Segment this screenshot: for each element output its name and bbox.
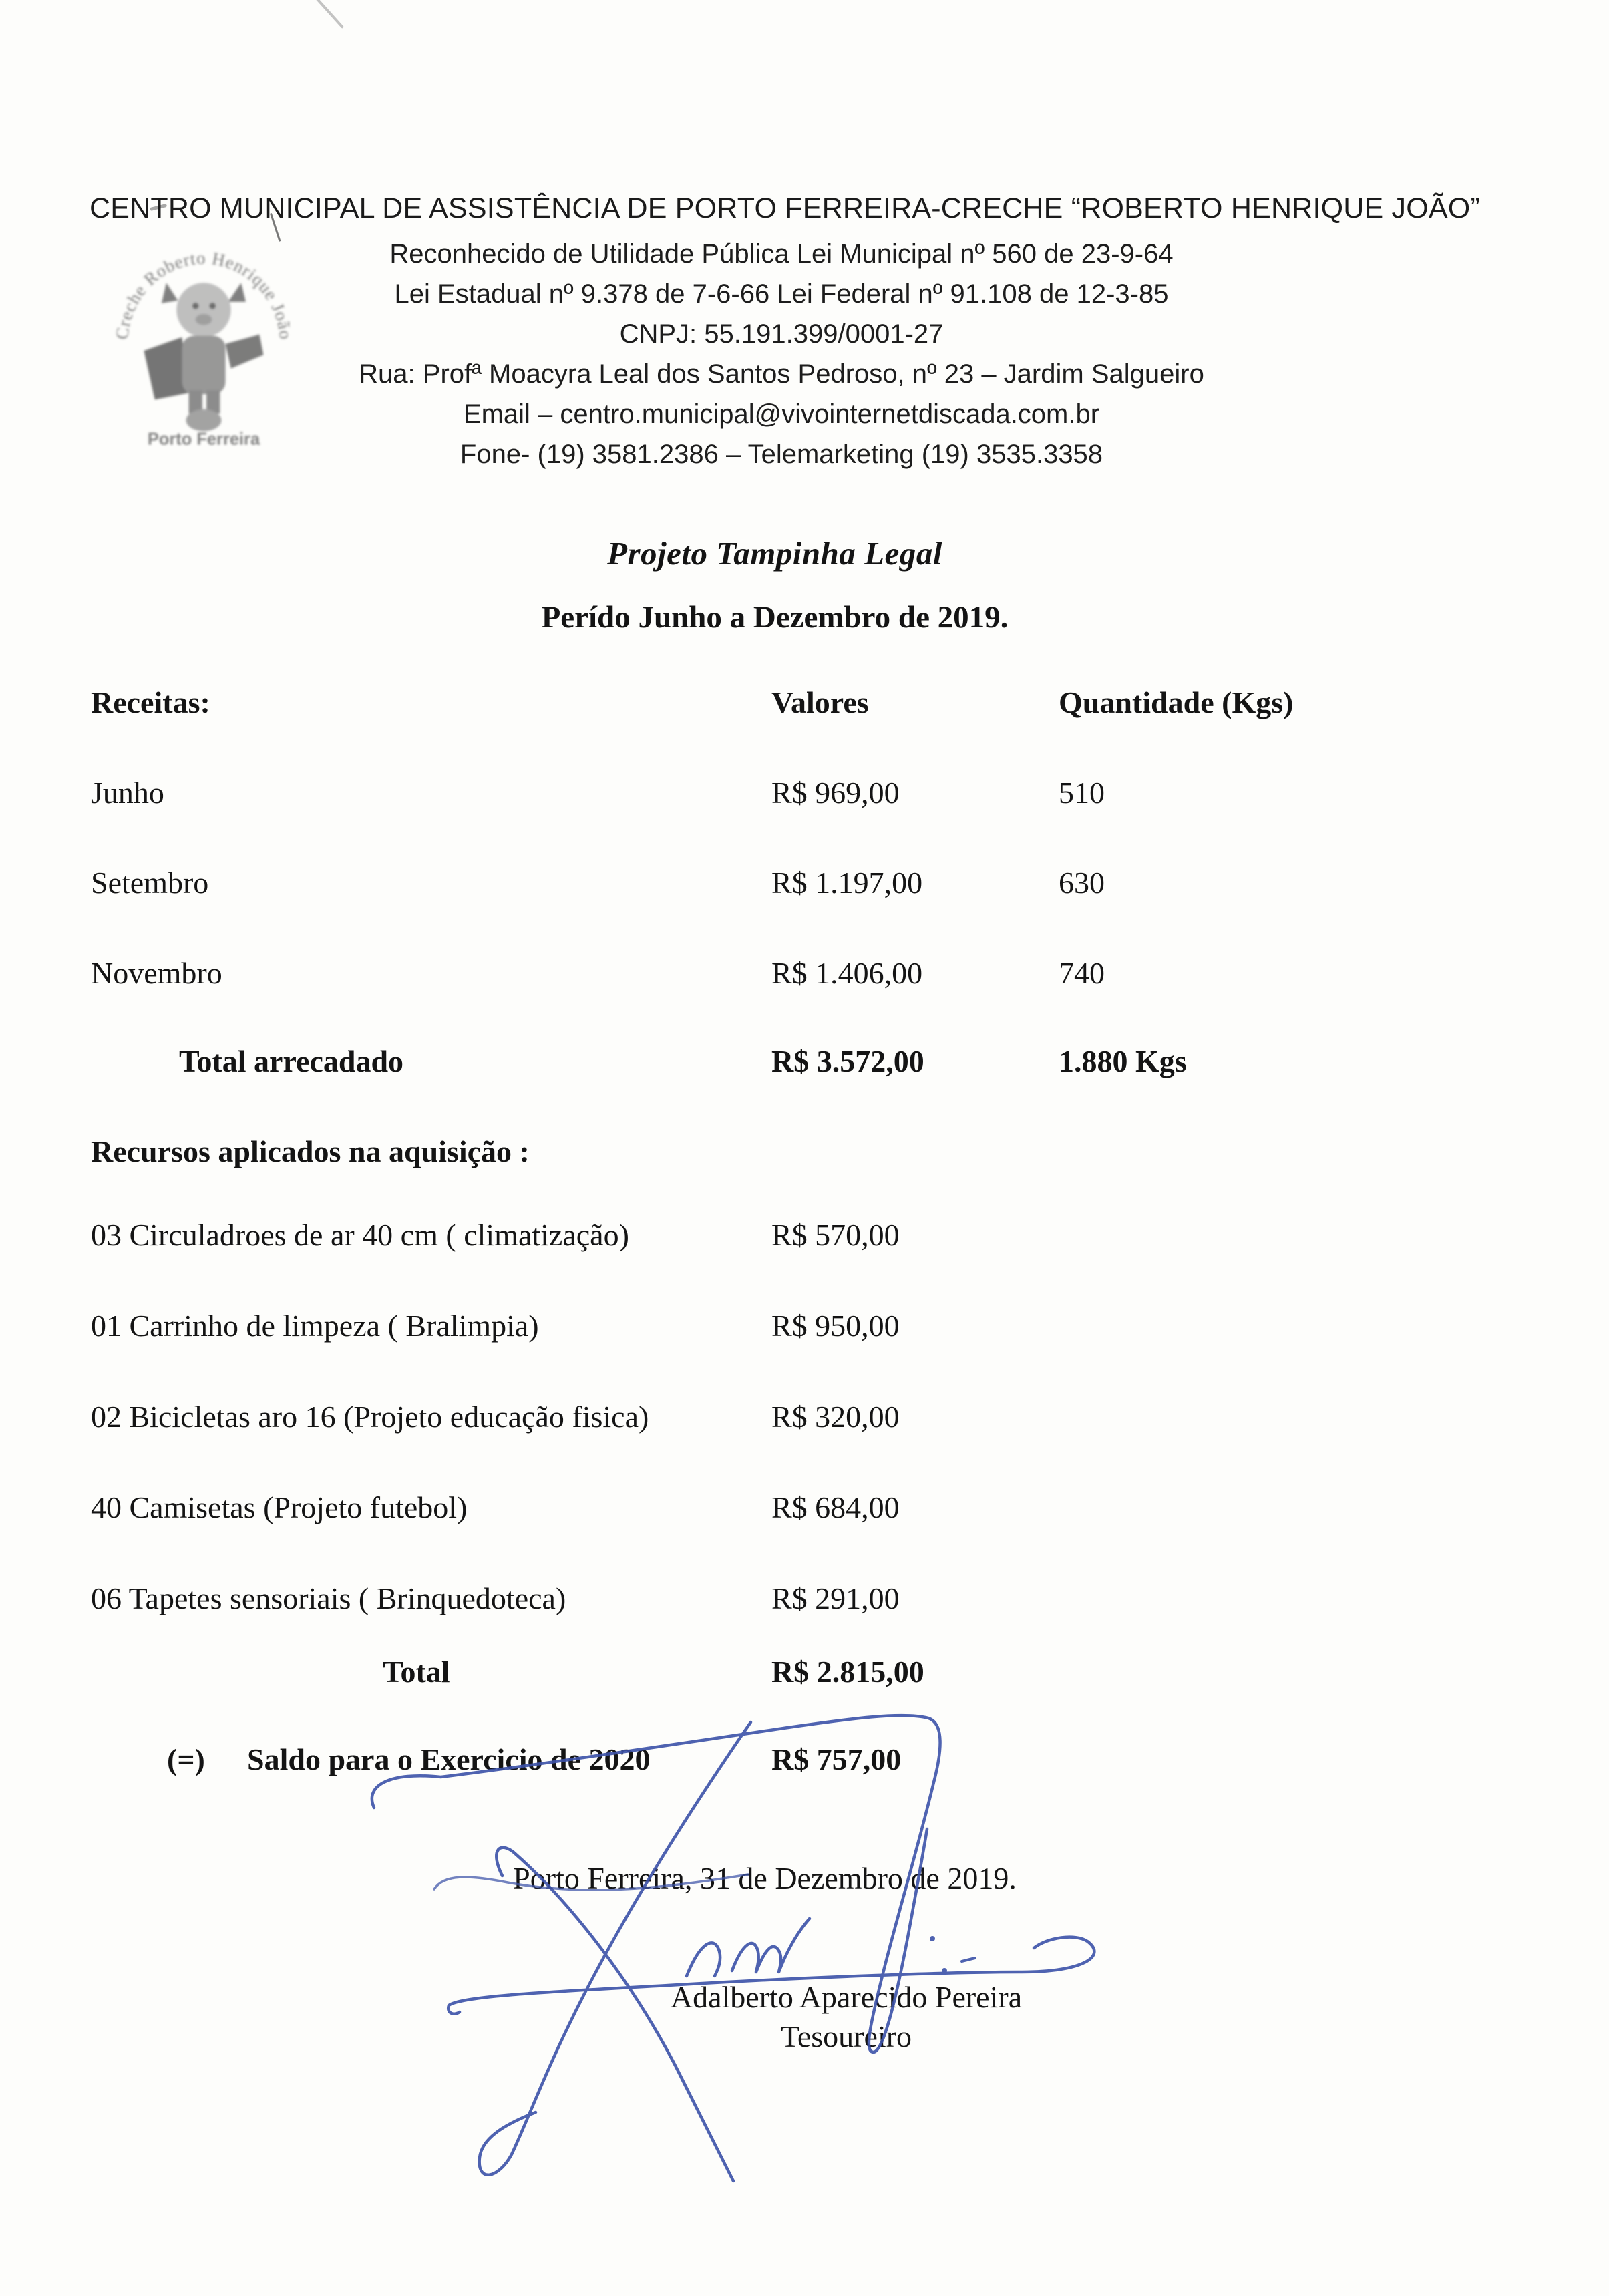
letterhead-line: CNPJ: 55.191.399/0001-27 <box>619 319 944 349</box>
saldo-value: R$ 757,00 <box>771 1742 902 1776</box>
receipt-month: Setembro <box>91 866 209 900</box>
expense-row <box>0 1581 1609 1621</box>
letterhead-line: Lei Estadual nº 9.378 de 7-6-66 Lei Federal nº 91.108 de 12-3-85 <box>394 279 1169 309</box>
col-header-valores: Valores <box>771 685 869 719</box>
receipt-row <box>0 775 1609 815</box>
expense-value: R$ 950,00 <box>771 1309 900 1343</box>
total-arrecadado-label: Total arrecadado <box>179 1044 404 1078</box>
receipts-header-row <box>0 685 1609 725</box>
logo-arc-text: Creche Roberto Henrique João <box>111 247 296 341</box>
expense-row <box>0 1490 1609 1530</box>
receipt-qty: 630 <box>1059 866 1105 900</box>
logo-caption: Porto Ferreira <box>147 430 260 449</box>
letterhead-line: Email – centro.municipal@vivointernetdiscada.com.br <box>463 399 1100 429</box>
receipt-row <box>0 865 1609 905</box>
expenses-total-value: R$ 2.815,00 <box>771 1655 924 1689</box>
expense-value: R$ 320,00 <box>771 1400 900 1434</box>
expense-item: 03 Circuladroes de ar 40 cm ( climatização) <box>91 1218 629 1252</box>
creche-logo <box>102 235 306 460</box>
receipt-value: R$ 969,00 <box>771 776 900 810</box>
expense-row <box>0 1217 1609 1257</box>
expense-row <box>0 1399 1609 1439</box>
period-subtitle: Perído Junho a Dezembro de 2019. <box>541 600 1009 635</box>
receipt-month: Novembro <box>91 956 222 990</box>
org-name: CENTRO MUNICIPAL DE ASSISTÊNCIA DE PORTO FERREIRA-CRECHE “ROBERTO HENRIQUE JOÃO” <box>90 192 1480 224</box>
receipt-month: Junho <box>91 776 164 810</box>
saldo-prefix: (=) <box>167 1742 205 1776</box>
saldo-label: Saldo para o Exercicio de 2020 <box>247 1742 651 1776</box>
letterhead-line: Fone- (19) 3581.2386 – Telemarketing (19) 3535.3358 <box>460 440 1103 469</box>
col-header-receitas: Receitas: <box>91 685 210 719</box>
expense-value: R$ 684,00 <box>771 1490 900 1524</box>
letterhead-line: Rua: Profª Moacyra Leal dos Santos Pedroso, nº 23 – Jardim Salgueiro <box>359 359 1204 389</box>
expense-value: R$ 291,00 <box>771 1581 900 1615</box>
letterhead-line: Reconhecido de Utilidade Pública Lei Municipal nº 560 de 23-9-64 <box>389 239 1174 269</box>
expense-item: 01 Carrinho de limpeza ( Bralimpia) <box>91 1309 539 1343</box>
col-header-quantidade: Quantidade (Kgs) <box>1059 685 1294 719</box>
expenses-heading: Recursos aplicados na aquisição : <box>91 1134 530 1168</box>
receipt-value: R$ 1.406,00 <box>771 956 923 990</box>
signer-role: Tesoureiro <box>780 2019 912 2054</box>
scan-artifact-line <box>313 0 344 29</box>
expense-value: R$ 570,00 <box>771 1218 900 1252</box>
expense-row <box>0 1308 1609 1348</box>
receipts-total-row <box>0 1043 1609 1084</box>
signer-name: Adalberto Aparecido Pereira <box>670 1980 1023 2014</box>
expense-item: 06 Tapetes sensoriais ( Brinquedoteca) <box>91 1581 566 1615</box>
total-arrecadado-qty: 1.880 Kgs <box>1059 1044 1187 1078</box>
expenses-heading-row <box>0 1134 1609 1174</box>
dateline: Porto Ferreira, 31 de Dezembro de 2019. <box>513 1861 1017 1895</box>
document-title: Projeto Tampinha Legal <box>607 535 942 572</box>
expenses-total-label: Total <box>383 1655 450 1689</box>
expenses-total-row <box>0 1654 1609 1694</box>
receipt-qty: 740 <box>1059 956 1105 990</box>
receipt-row <box>0 955 1609 995</box>
expense-item: 02 Bicicletas aro 16 (Projeto educação fisica) <box>91 1400 649 1434</box>
expense-item: 40 Camisetas (Projeto futebol) <box>91 1490 468 1524</box>
receipt-value: R$ 1.197,00 <box>771 866 923 900</box>
saldo-row <box>0 1742 1609 1782</box>
total-arrecadado-value: R$ 3.572,00 <box>771 1044 924 1078</box>
receipt-qty: 510 <box>1059 776 1105 810</box>
